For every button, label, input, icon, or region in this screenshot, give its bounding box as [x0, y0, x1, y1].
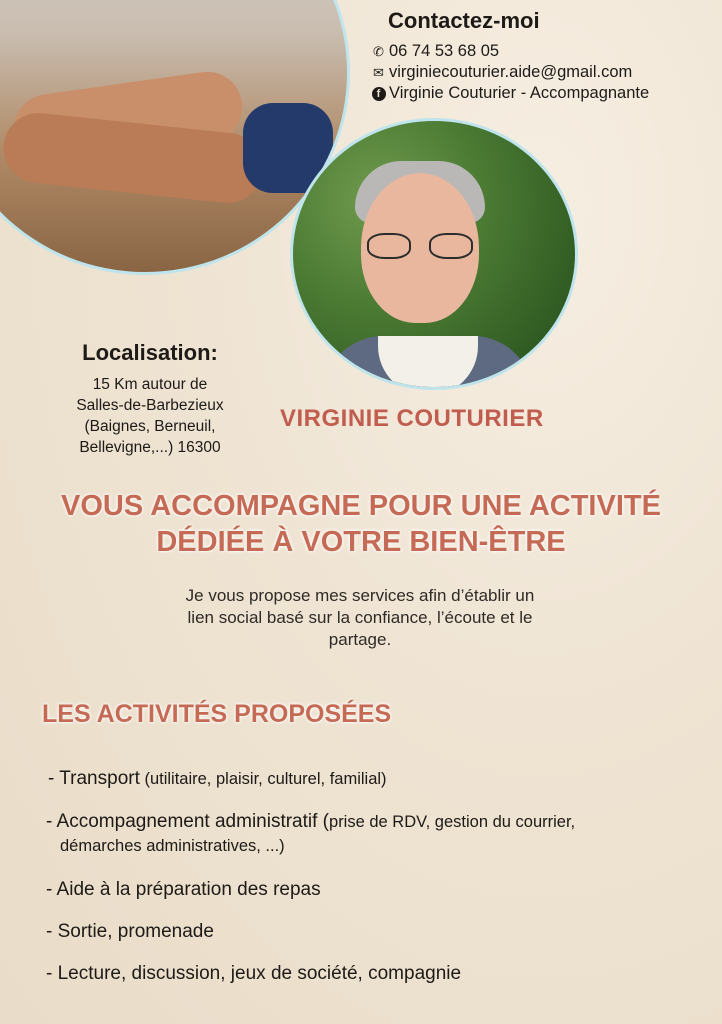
intro-line: lien social basé sur la confiance, l’écoute et le: [187, 608, 533, 627]
activity-label: - Sortie, promenade: [46, 921, 214, 942]
intro-line: Je vous propose mes services afin d’établir un: [185, 586, 535, 605]
activity-item: [46, 962, 461, 986]
facebook-row[interactable]: [370, 83, 715, 104]
activity-item: [48, 767, 387, 791]
activity-label: - Lecture, discussion, jeux de société, compagnie: [46, 963, 462, 984]
activity-label: - Transport: [48, 768, 140, 789]
intro-text: [120, 585, 600, 651]
intro-line: partage.: [328, 630, 392, 649]
localisation-line: Bellevigne,...) 16300: [79, 439, 221, 456]
facebook-icon: f: [370, 87, 387, 101]
localisation-block: [40, 340, 260, 458]
email-address: virginiecouturier.aide@gmail.com: [389, 63, 633, 81]
localisation-title: Localisation:: [82, 340, 218, 365]
portrait-photo: [290, 118, 578, 390]
activities-title: LES ACTIVITÉS PROPOSÉES: [42, 700, 392, 728]
localisation-line: (Baignes, Berneuil,: [84, 418, 216, 435]
activity-label: - Accompagnement administratif (: [46, 811, 330, 832]
envelope-icon: ✉: [373, 65, 384, 80]
person-name: VIRGINIE COUTURIER: [280, 405, 544, 432]
contact-block: [370, 8, 715, 104]
activity-detail: (utilitaire, plaisir, culturel, familial): [139, 770, 387, 788]
activity-item: [46, 920, 214, 944]
phone-icon: ✆: [373, 44, 384, 59]
activity-label: - Aide à la préparation des repas: [46, 879, 321, 900]
email-row[interactable]: [370, 62, 715, 83]
contact-title: Contactez-moi: [388, 8, 540, 33]
localisation-line: Salles-de-Barbezieux: [76, 397, 224, 414]
phone-row[interactable]: [370, 41, 715, 62]
activity-detail: démarches administratives, ...): [60, 837, 285, 855]
headline: [0, 488, 722, 560]
facebook-name: Virginie Couturier - Accompagnante: [389, 84, 650, 102]
phone-number: 06 74 53 68 05: [389, 42, 500, 60]
activity-item: [46, 810, 575, 858]
localisation-line: 15 Km autour de: [92, 376, 208, 393]
activity-item: [46, 878, 321, 902]
headline-line: DÉDIÉE À VOTRE BIEN-ÊTRE: [156, 526, 566, 558]
activity-detail: prise de RDV, gestion du courrier,: [329, 813, 576, 831]
headline-line: VOUS ACCOMPAGNE POUR UNE ACTIVITÉ: [61, 490, 661, 522]
